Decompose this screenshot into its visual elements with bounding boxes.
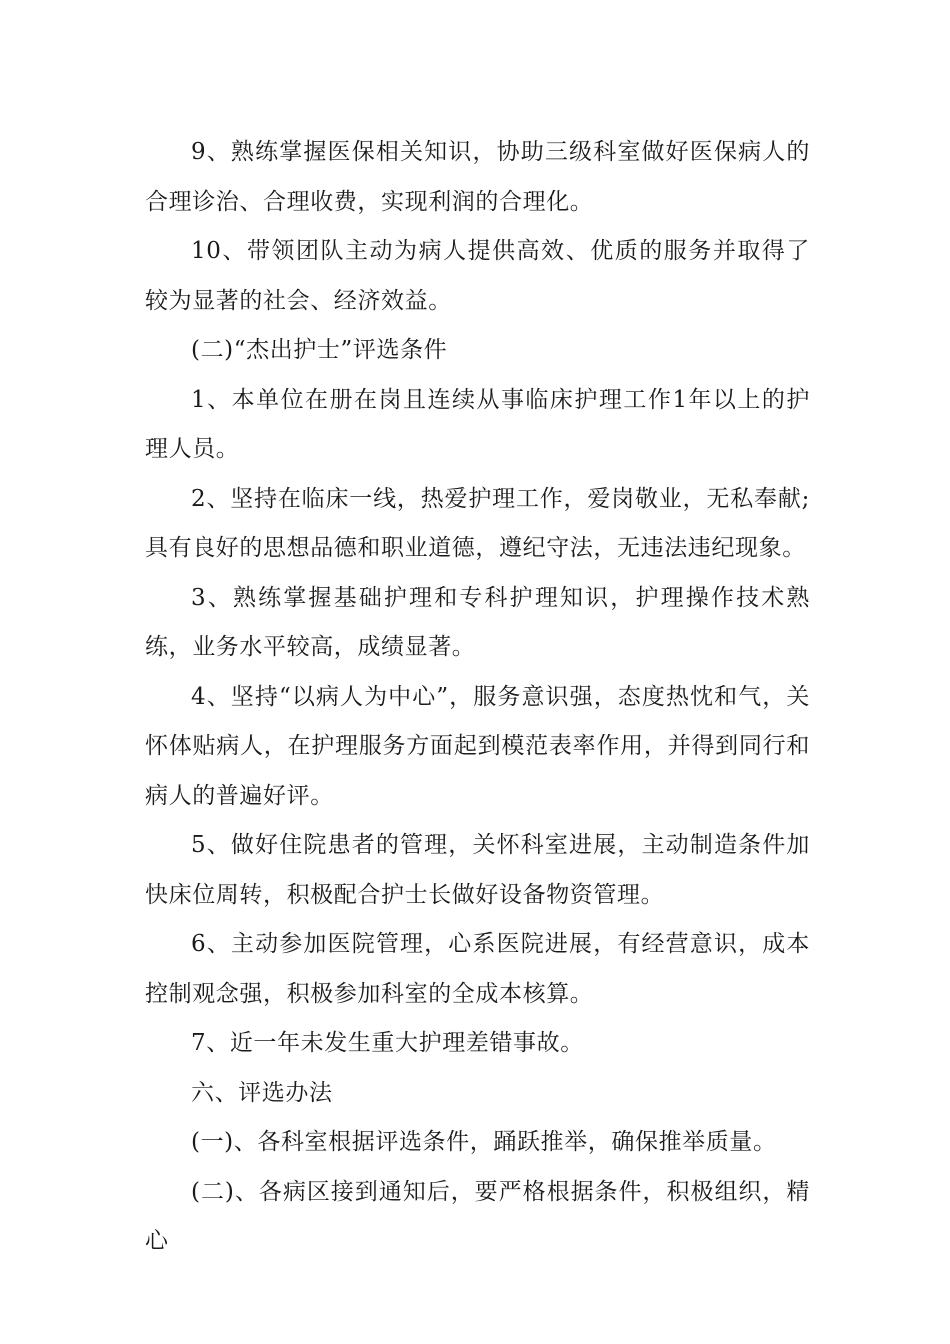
paragraph-criterion-5: 5、做好住院患者的管理，关怀科室进展，主动制造条件加快床位周转，积极配合护士长做好设备物资管理。: [145, 832, 810, 908]
document-body: [145, 128, 810, 1267]
paragraph-method-2: (二)、各病区接到通知后，要严格根据条件，积极组织，精心: [145, 1178, 810, 1254]
paragraph-criterion-4: 4、坚持“以病人为中心”，服务意识强，态度热忱和气，关怀体贴病人，在护理服务方面起到模范表率作用，并得到同行和病人的普遍好评。: [145, 683, 810, 809]
paragraph-criterion-1: 1、本单位在册在岗且连续从事临床护理工作1年以上的护理人员。: [145, 386, 810, 462]
paragraph-item-9: 9、熟练掌握医保相关知识，协助三级科室做好医保病人的合理诊治、合理收费，实现利润的合理化。: [145, 139, 810, 215]
paragraph-item-10: 10、带领团队主动为病人提供高效、优质的服务并取得了较为显著的社会、经济效益。: [145, 238, 810, 314]
section-heading-selection-method: 六、评选办法: [191, 1079, 333, 1106]
paragraph-criterion-3: 3、熟练掌握基础护理和专科护理知识，护理操作技术熟练，业务水平较高，成绩显著。: [145, 584, 810, 660]
paragraph-criterion-7: 7、近一年未发生重大护理差错事故。: [191, 1030, 584, 1056]
paragraph-criterion-2: 2、坚持在临床一线，热爱护理工作，爱岗敬业，无私奉献;具有良好的思想品德和职业道德，遵纪守法，无违法违纪现象。: [145, 485, 810, 561]
paragraph-criterion-6: 6、主动参加医院管理，心系医院进展，有经营意识，成本控制观念强，积极参加科室的全成本核算。: [145, 931, 810, 1007]
section-heading-outstanding-nurse-criteria: (二)“杰出护士”评选条件: [191, 337, 448, 363]
paragraph-method-1: (一)、各科室根据评选条件，踊跃推举，确保推举质量。: [191, 1129, 777, 1155]
